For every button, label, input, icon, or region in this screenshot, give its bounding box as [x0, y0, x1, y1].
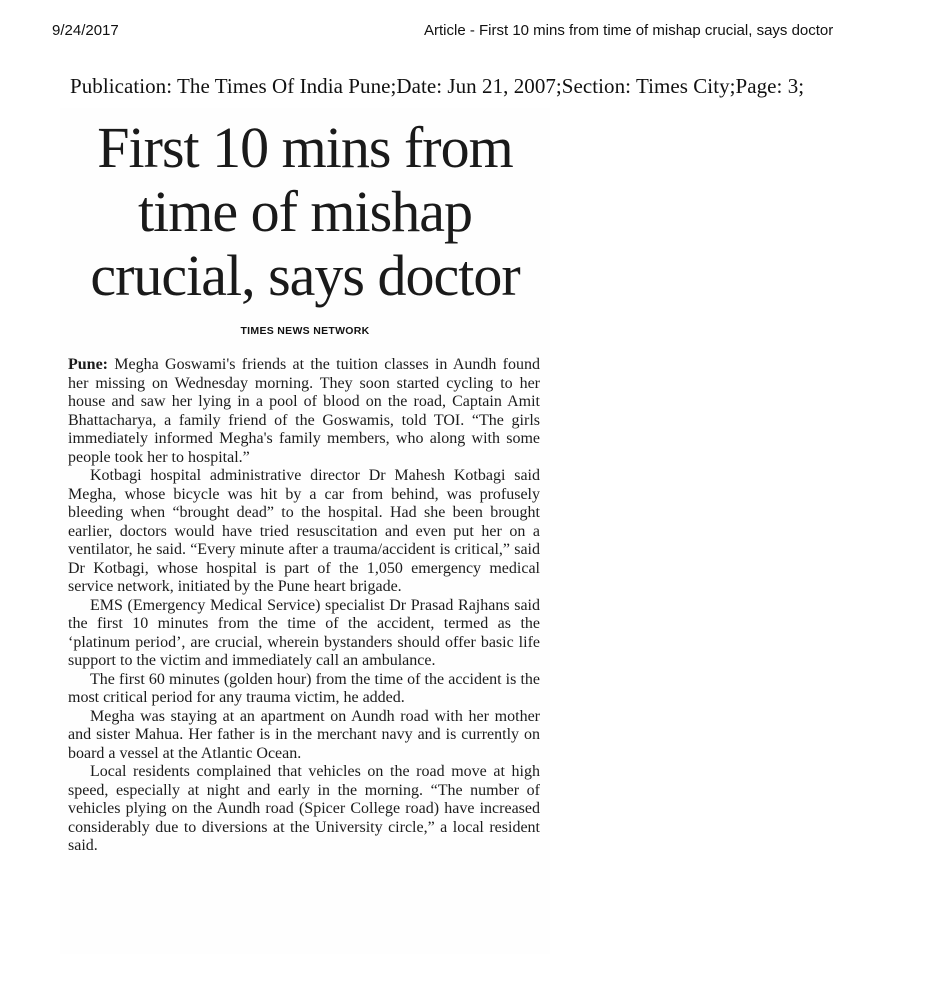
byline: TIMES NEWS NETWORK	[240, 325, 370, 337]
article-headline: First 10 mins from time of mishap crucial, says doctor	[90, 115, 520, 308]
article-paragraph: Pune: Megha Goswami's friends at the tuition classes in Aundh found her missing on Wednesday morning. They soon started cycling to her house and saw her lying in a pool of blood on the road, Captain Amit Bhattacharya, a family friend of the Goswamis, told TOI. “The girls immediately informed Megha's family members, who along with some people took her to hospital.”	[68, 356, 541, 466]
print-title: Article - First 10 mins from time of mishap crucial, says doctor	[424, 22, 834, 39]
print-date: 9/24/2017	[52, 22, 119, 39]
publication-line: Publication: The Times Of India Pune;Date: Jun 21, 2007;Section: Times City;Page: 3;	[70, 74, 805, 98]
dateline: Pune:	[68, 356, 108, 373]
newspaper-clipping	[60, 108, 550, 954]
article-paragraph: The first 60 minutes (golden hour) from the time of the accident is the most critical period for any trauma victim, he added.	[68, 670, 540, 706]
article-body	[68, 356, 540, 856]
article-paragraph: Kotbagi hospital administrative director Dr Mahesh Kotbagi said Megha, whose bicycle was hit by a car from behind, was profusely bleeding when “brought dead” to the hospital. Had she been brought earlier, doctors would have tried resuscitation and even put her on a ventilator, he said. “Every minute after a trauma/accident is critical,” said Dr Kotbagi, whose hospital is part of the 1,050 emergency medical service network, initiated by the Pune heart brigade.	[68, 467, 540, 595]
print-header	[0, 22, 950, 42]
article-paragraph: Local residents complained that vehicles on the road move at high speed, especially at night and early in the morning. “The number of vehicles plying on the Aundh road (Spicer College road) have increased considerably due to diversions at the University circle,” a local resident said.	[68, 763, 540, 854]
article-paragraph: Megha was staying at an apartment on Aundh road with her mother and sister Mahua. Her father is in the merchant navy and is currently on board a vessel at the Atlantic Ocean.	[68, 707, 540, 762]
article-paragraph: EMS (Emergency Medical Service) specialist Dr Prasad Rajhans said the first 10 minutes from the time of the accident, termed as the ‘platinum period’, are crucial, wherein bystanders should offer basic life support to the victim and immediately call an ambulance.	[68, 596, 540, 669]
